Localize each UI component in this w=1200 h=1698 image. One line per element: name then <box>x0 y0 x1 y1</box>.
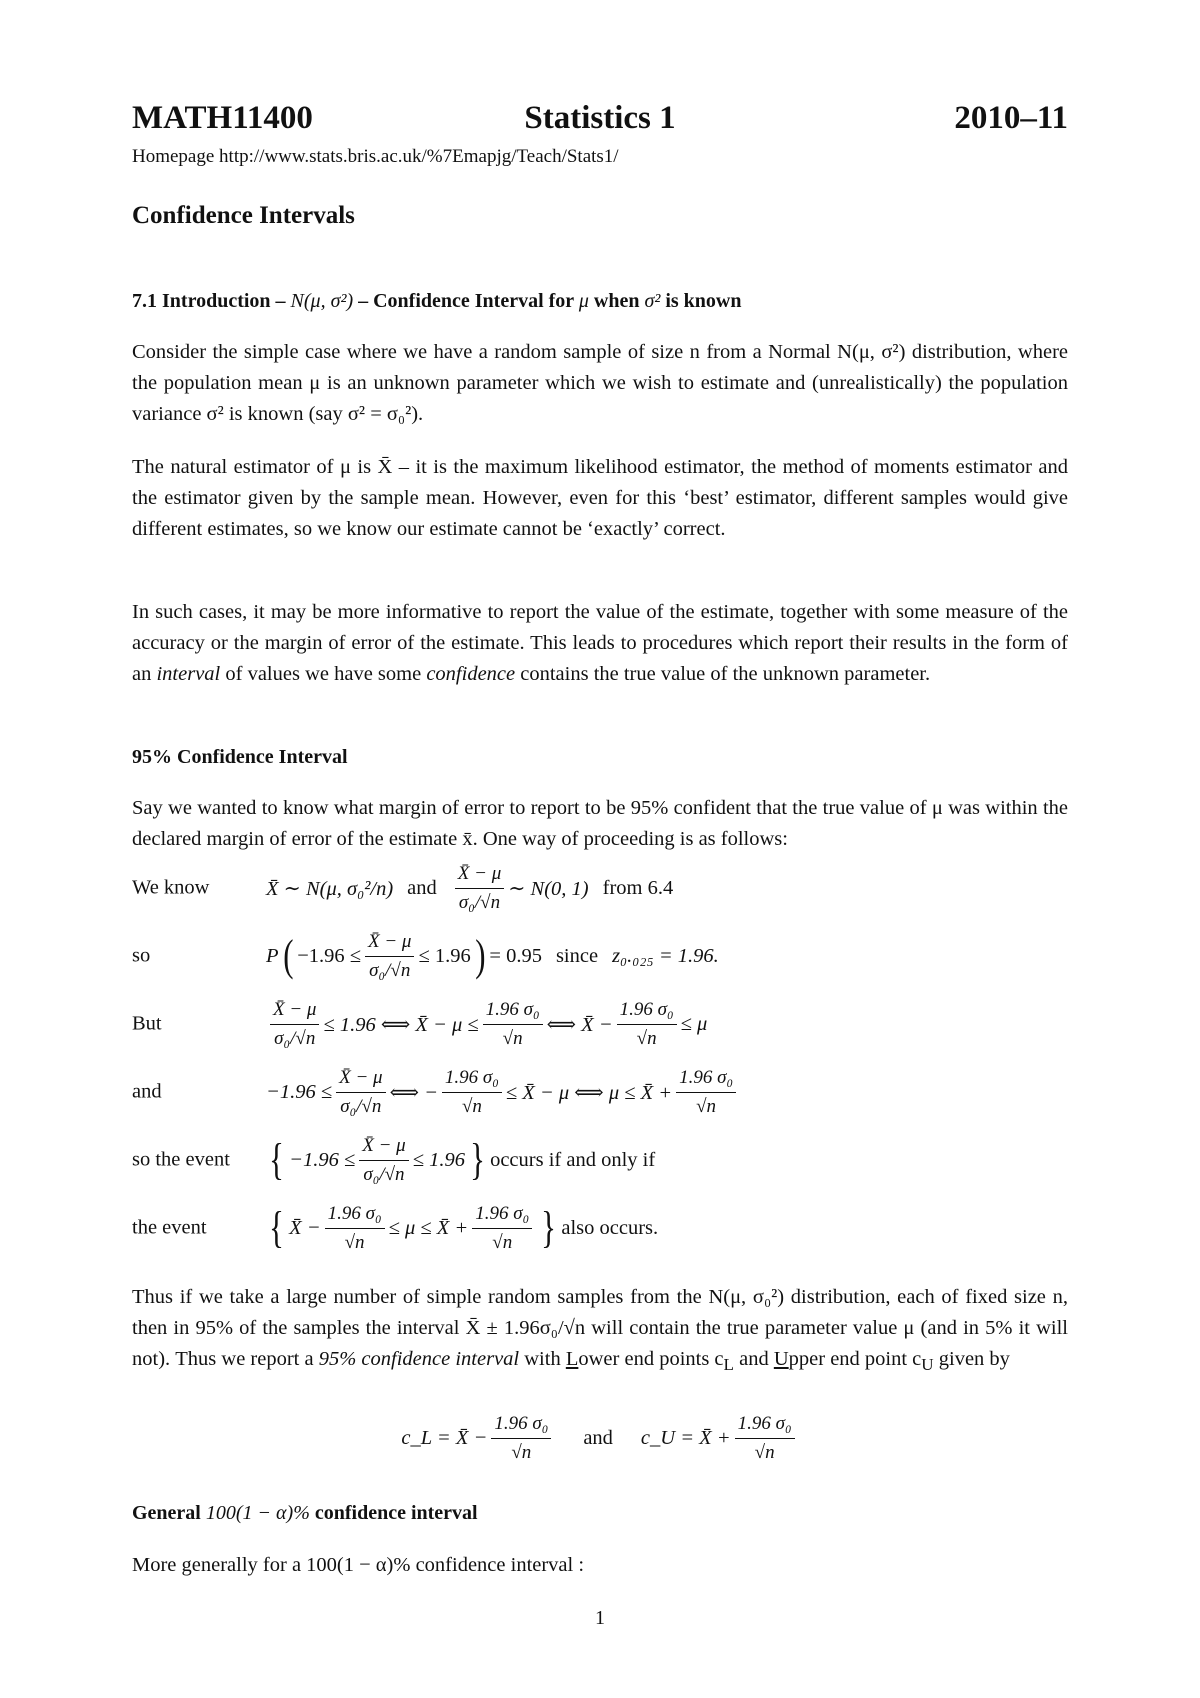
equation <box>264 1200 658 1256</box>
heading-part: is known <box>660 290 742 312</box>
numerator: 1.96 σ₀ <box>491 1412 551 1439</box>
text: of values we have some <box>220 663 427 685</box>
denominator: σ₀/√n <box>369 959 411 981</box>
text: pper end point c <box>788 1348 922 1370</box>
fraction <box>676 1066 736 1119</box>
math: z₀.₀₂₅ = 1.96. <box>612 944 719 967</box>
math: from 6.4 <box>602 876 674 899</box>
numerator: 1.96 σ₀ <box>442 1066 502 1093</box>
section-heading-7-1 <box>132 290 741 313</box>
paren-close: ) <box>474 931 486 980</box>
numerator: 1.96 σ₀ <box>735 1412 795 1439</box>
heading-part: confidence interval <box>309 1502 478 1524</box>
math: X̄ − <box>289 1216 321 1239</box>
derivation-row-and <box>132 1064 1068 1120</box>
text: with <box>519 1348 566 1370</box>
numerator: X̄ − μ <box>455 862 504 889</box>
row-label: We know <box>132 876 210 899</box>
math: occurs if and only if <box>490 1148 656 1171</box>
equation <box>266 996 707 1052</box>
academic-year: 2010–11 <box>954 100 1068 136</box>
fraction <box>617 998 677 1051</box>
brace-close: } <box>541 1203 557 1252</box>
equation <box>266 1064 740 1120</box>
numerator: X̄ − μ <box>336 1066 385 1093</box>
numerator: 1.96 σ₀ <box>483 998 543 1025</box>
numerator: 1.96 σ₀ <box>676 1066 736 1093</box>
text: U <box>773 1348 789 1370</box>
math: c_U = X̄ + <box>640 1426 731 1449</box>
paragraph-intro: Consider the simple case where we have a random sample of size n from a Normal N(μ, σ²) distribution, where the population mean μ is an unknown parameter which we wish to estimate and (unrealistically) the population variance σ² is known (say σ² = σ₀²). <box>132 341 1068 425</box>
math: ≤ μ <box>680 1012 708 1035</box>
fraction <box>325 1202 385 1255</box>
equation <box>266 928 719 984</box>
homepage-line: Homepage http://www.stats.bris.ac.uk/%7Emapjg/Teach/Stats1/ <box>132 146 619 167</box>
derivation-row-so-event <box>132 1132 1068 1188</box>
numerator: X̄ − μ <box>270 998 319 1025</box>
math: −1.96 ≤ <box>266 1080 333 1103</box>
math: ≤ X̄ − μ ⟺ μ ≤ X̄ + <box>505 1081 673 1104</box>
denominator: √n <box>636 1027 657 1049</box>
page-number: 1 <box>595 1607 605 1629</box>
fraction <box>336 1066 385 1119</box>
text: and <box>733 1348 774 1370</box>
row-label: so the event <box>132 1148 230 1171</box>
text: ower end points c <box>578 1348 724 1370</box>
fraction <box>270 998 319 1051</box>
math: ∼ N(0, 1) <box>508 877 589 900</box>
brace-open: { <box>269 1135 284 1184</box>
row-label: and <box>132 1080 162 1103</box>
text: Thus if we take a large number of simple random samples from the N(μ, σ₀²) distribution, each of fixed size n, then in 95% of the samples the interval X̄ ± 1.96σ₀/√n will contain the true parameter value μ (and in 5% it will not). Thus we report a <box>132 1286 1068 1370</box>
equation <box>266 860 673 916</box>
math: −1.96 ≤ <box>297 944 361 967</box>
row-label: so <box>132 944 151 967</box>
paragraph-general: More generally for a 100(1 − α)% confidence interval : <box>132 1554 585 1576</box>
fraction <box>455 862 504 915</box>
text: given by <box>933 1348 1010 1370</box>
row-label: But <box>132 1012 162 1035</box>
paragraph-thus <box>132 1282 1068 1380</box>
math: = 0.95 <box>489 944 542 967</box>
math: ⟺ X̄ − <box>546 1013 613 1036</box>
denominator: √n <box>511 1441 532 1463</box>
text: interval <box>156 663 221 685</box>
denominator: σ₀/√n <box>340 1095 382 1117</box>
math: ≤ 1.96 <box>412 1148 465 1171</box>
fraction <box>472 1202 532 1255</box>
numerator: 1.96 σ₀ <box>617 998 677 1025</box>
heading-part: – Confidence Interval for <box>353 290 579 312</box>
denominator: √n <box>492 1231 513 1253</box>
text: confidence <box>426 663 516 685</box>
numerator: X̄ − μ <box>359 1134 408 1161</box>
math: −1.96 ≤ <box>289 1148 356 1171</box>
fraction <box>365 930 414 983</box>
derivation-row-the-event <box>132 1200 1068 1256</box>
denominator: √n <box>344 1231 365 1253</box>
endpoint-equations <box>132 1408 1068 1468</box>
heading-math: σ² <box>644 290 661 312</box>
math: ≤ 1.96 ⟺ X̄ − μ ≤ <box>323 1013 479 1036</box>
heading-part: 7.1 Introduction – <box>132 290 291 312</box>
fraction <box>491 1412 551 1465</box>
math: since <box>555 944 599 967</box>
denominator: √n <box>461 1095 482 1117</box>
derivation-row-we-know <box>132 860 1068 916</box>
math: c_L = X̄ − <box>401 1426 488 1449</box>
section-heading-general <box>132 1502 478 1525</box>
math: and <box>583 1426 613 1449</box>
math: also occurs. <box>561 1216 659 1239</box>
numerator: 1.96 σ₀ <box>472 1202 532 1229</box>
document-title: Confidence Intervals <box>132 202 355 229</box>
denominator: σ₀/√n <box>363 1163 405 1185</box>
text: In such cases, it may be more informative to report the value of the estimate, together with some measure of the accuracy or the margin of error of the estimate. This leads to procedures which report their results in the form of an <box>132 601 1068 685</box>
heading-math: μ <box>578 290 589 312</box>
brace-close: } <box>470 1135 485 1184</box>
math: ≤ μ ≤ X̄ + <box>388 1216 469 1239</box>
denominator: √n <box>754 1441 775 1463</box>
paren-open: ( <box>282 931 293 980</box>
math: ≤ 1.96 <box>418 944 471 967</box>
denominator: √n <box>696 1095 717 1117</box>
text: U <box>921 1355 934 1375</box>
heading-part: when <box>588 290 645 312</box>
paragraph-estimator: The natural estimator of μ is X̄ – it is the maximum likelihood estimator, the method of moments estimator and the estimator given by the sample mean. However, even for this ‘best’ estimator, different samples would give different estimates, so we know our estimate cannot be ‘exactly’ correct. <box>132 456 1068 540</box>
course-title: Statistics 1 <box>524 100 676 136</box>
heading-math: N(μ, σ²) <box>290 290 354 312</box>
numerator: X̄ − μ <box>365 930 414 957</box>
fraction <box>442 1066 502 1119</box>
derivation-row-so <box>132 928 1068 984</box>
denominator: σ₀/√n <box>458 891 501 913</box>
text: L <box>723 1355 734 1375</box>
denominator: √n <box>502 1027 523 1049</box>
brace-open: { <box>269 1203 284 1252</box>
fraction <box>483 998 543 1051</box>
text: contains the true value of the unknown parameter. <box>515 663 931 685</box>
math: P <box>266 944 279 967</box>
equation <box>264 1132 655 1188</box>
fraction <box>359 1134 408 1187</box>
paragraph-interval <box>132 597 1068 690</box>
paragraph-margin: Say we wanted to know what margin of error to report to be 95% confident that the true value of μ was within the declared margin of error of the estimate x̄. One way of proceeding is as follows: <box>132 797 1068 850</box>
heading-math: 100(1 − α)% <box>200 1502 310 1524</box>
math: and <box>407 876 437 899</box>
text: 95% confidence interval <box>318 1348 520 1370</box>
row-label: the event <box>132 1216 207 1239</box>
denominator: σ₀/√n <box>274 1027 316 1049</box>
math: X̄ ∼ N(μ, σ₀²/n) <box>266 877 394 900</box>
section-heading-95: 95% Confidence Interval <box>132 746 348 768</box>
course-code: MATH11400 <box>132 100 313 136</box>
math: ⟺ − <box>389 1081 438 1104</box>
text: L <box>565 1348 579 1370</box>
fraction <box>735 1412 795 1465</box>
heading-part: General <box>132 1502 201 1524</box>
numerator: 1.96 σ₀ <box>325 1202 385 1229</box>
derivation-row-but <box>132 996 1068 1052</box>
page-header <box>132 100 1068 150</box>
